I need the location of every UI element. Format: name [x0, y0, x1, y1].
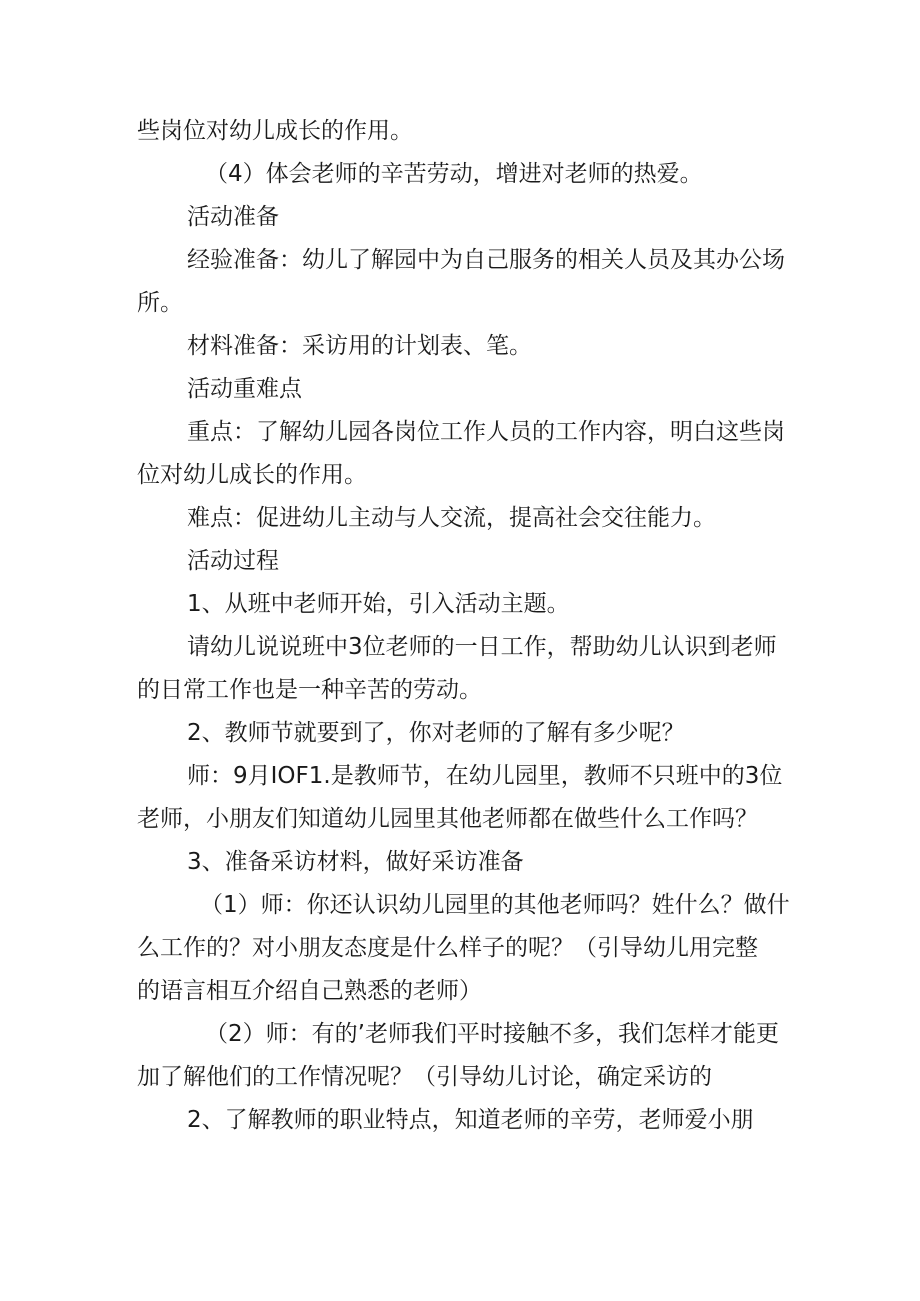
text-line-20: 么工作的？对小朋友态度是什么样子的呢？（引导幼儿用完整: [137, 935, 758, 961]
text-line-10: 难点：促进幼儿主动与人交流，提高社会交往能力。: [187, 505, 716, 531]
text-line-18: 3、准备采访材料，做好采访准备: [187, 849, 524, 875]
text-line-7: 活动重难点: [187, 376, 302, 402]
text-line-21: 的语言相互介绍自己熟悉的老师）: [137, 978, 482, 1004]
text-line-17: 老师，小朋友们知道幼儿园里其他老师都在做些什么工作吗？: [137, 806, 758, 832]
text-line-19: （1）师：你还认识幼儿园里的其他老师吗？姓什么？做什: [200, 892, 790, 918]
text-line-13: 请幼儿说说班中3位老师的一日工作，帮助幼儿认识到老师: [187, 634, 777, 660]
text-line-24: 2、了解教师的职业特点，知道老师的辛劳，老师爱小朋: [187, 1107, 754, 1133]
text-line-1: 些岗位对幼儿成长的作用。: [137, 118, 413, 144]
text-line-15: 2、教师节就要到了，你对老师的了解有多少呢？: [187, 720, 685, 746]
text-line-2: （4）体会老师的辛苦劳动，增进对老师的热爱。: [205, 161, 703, 187]
text-line-23: 加了解他们的工作情况呢？（引导幼儿讨论，确定采访的: [137, 1064, 712, 1090]
text-line-9: 位对幼儿成长的作用。: [137, 462, 367, 488]
text-line-16: 师：9月IOF1.是教师节，在幼儿园里，教师不只班中的3位: [187, 763, 783, 789]
text-line-14: 的日常工作也是一种辛苦的劳动。: [137, 677, 482, 703]
text-line-22: （2）师：有的’老师我们平时接触不多，我们怎样才能更: [205, 1021, 779, 1047]
text-line-3: 活动准备: [187, 204, 279, 230]
text-line-8: 重点：了解幼儿园各岗位工作人员的工作内容，明白这些岗: [187, 419, 785, 445]
text-line-12: 1、从班中老师开始，引入活动主题。: [187, 591, 570, 617]
text-line-4: 经验准备：幼儿了解园中为自己服务的相关人员及其办公场: [187, 247, 785, 273]
text-line-5: 所。: [137, 290, 183, 316]
text-line-6: 材料准备：采访用的计划表、笔。: [187, 333, 532, 359]
text-line-11: 活动过程: [187, 548, 279, 574]
